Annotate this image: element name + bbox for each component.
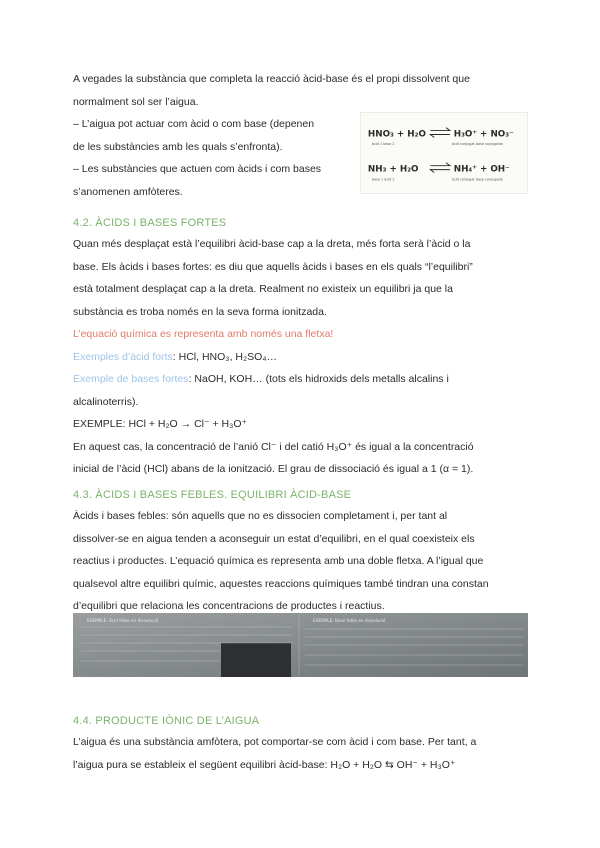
intro-line: normalment sol ser l’aigua. xyxy=(73,95,199,108)
body-line: L’aigua és una substància amfòtera, pot comportar-se com àcid i com base. Per tant, a xyxy=(73,736,477,748)
section-4-4-body xyxy=(73,731,528,776)
eq1-sub-right: àcid conjugat base conjugada xyxy=(451,142,503,147)
body-line: reactius i productes. L’equació química es representa amb una doble fletxa. A l’igual que xyxy=(73,555,484,567)
eq1-right: H₃O⁺ + NO₃⁻ xyxy=(453,129,514,140)
body-line: d’equilibri que relaciona les concentracions de productes i reactius. xyxy=(73,600,385,612)
equilibrium-arrow-icon xyxy=(430,128,450,173)
strong-acids-label: Exemples d’àcid forts xyxy=(73,350,173,363)
eq2-right: NH₄⁺ + OH⁻ xyxy=(453,164,510,175)
eq1-sub-left: àcid 1 base 2 xyxy=(371,142,395,147)
body-line: Àcids i bases febles: són aquells que no es dissocien completament i, per tant al xyxy=(73,510,448,522)
textbook-photo xyxy=(73,613,528,677)
eq1-left: HNO₃ + H₂O xyxy=(367,129,426,140)
body-line: dissolver-se en aigua tenden a aconseguir un estat d’equilibri, en el qual coexisteix els xyxy=(73,532,475,545)
body-line: substància es troba només en la seva forma ionitzada. xyxy=(73,305,327,318)
section-4-2-body xyxy=(73,233,528,481)
body-line: En aquest cas, la concentració de l’anió Cl⁻ i del catió H₃O⁺ és igual a la concentració xyxy=(73,440,474,453)
intro-line: A vegades la substància que completa la reacció àcid-base és el propi dissolvent que xyxy=(73,73,470,85)
section-heading-4-2: 4.2. ÀCIDS I BASES FORTES xyxy=(73,217,227,229)
single-arrow-note: L’equació química es representa amb només una fletxa! xyxy=(73,328,334,340)
body-line: està totalment desplaçat cap a la dreta. Realment no existeix un equilibri ja que la xyxy=(73,283,453,295)
strong-bases-examples xyxy=(73,368,528,391)
strong-bases-values: : NaOH, KOH… (tots els hidroxids dels metalls alcalins i xyxy=(188,373,449,385)
eq2-sub-left: base 1 àcid 2 xyxy=(371,177,395,182)
intro-line: – L’aigua pot actuar com àcid o com base (depenen xyxy=(73,118,315,130)
eq2-sub-right: àcid conjugat base conjugada xyxy=(451,177,503,182)
strong-acids-values: : HCl, HNO₃, H₂SO₄… xyxy=(172,350,278,363)
strong-bases-label: Exemple de bases fortes xyxy=(73,373,189,385)
handwritten-equations-image xyxy=(360,112,528,194)
example-equation: EXEMPLE: HCl + H₂O → Cl⁻ + H₃O⁺ xyxy=(73,418,248,430)
section-heading-4-4: 4.4. PRODUCTE IÒNIC DE L’AIGUA xyxy=(73,715,260,727)
eq2-left: NH₃ + H₂O xyxy=(367,164,419,175)
intro-line: de les substàncies amb les quals s’enfronta). xyxy=(73,140,283,153)
body-line: l’aigua pura se estableix el següent equilibri àcid-base: H₂O + H₂O ⇆ OH⁻ + H₃O⁺ xyxy=(73,758,456,771)
photo-right-title: EXEMPLE: Base feble en dissolució xyxy=(313,618,386,623)
body-line: Quan més desplaçat està l’equilibri àcid-base cap a la dreta, més forta serà l’àcid o la xyxy=(73,238,471,250)
section-4-3-body xyxy=(73,505,528,618)
body-line: base. Els àcids i bases fortes: es diu que aquells àcids i bases en els quals “l’equilibri” xyxy=(73,260,473,273)
body-line: inicial de l’àcid (HCl) abans de la ionització. El grau de dissociació és igual a 1 (α = 1). xyxy=(73,463,474,475)
photo-left-title: EXEMPLE: Àcid feble en dissolució xyxy=(87,618,159,623)
body-line: qualsevol altre equilibri químic, aquestes reaccions químiques també tindran una constan xyxy=(73,577,489,590)
intro-line: – Les substàncies que actuen com àcids i com bases xyxy=(73,163,322,175)
intro-line: s’anomenen amfòteres. xyxy=(73,185,183,198)
section-heading-4-3: 4.3. ÀCIDS I BASES FEBLES. EQUILIBRI ÀCID-BASE xyxy=(73,489,352,501)
body-line: alcalinoterris). xyxy=(73,395,139,408)
strong-acids-examples xyxy=(73,346,528,369)
